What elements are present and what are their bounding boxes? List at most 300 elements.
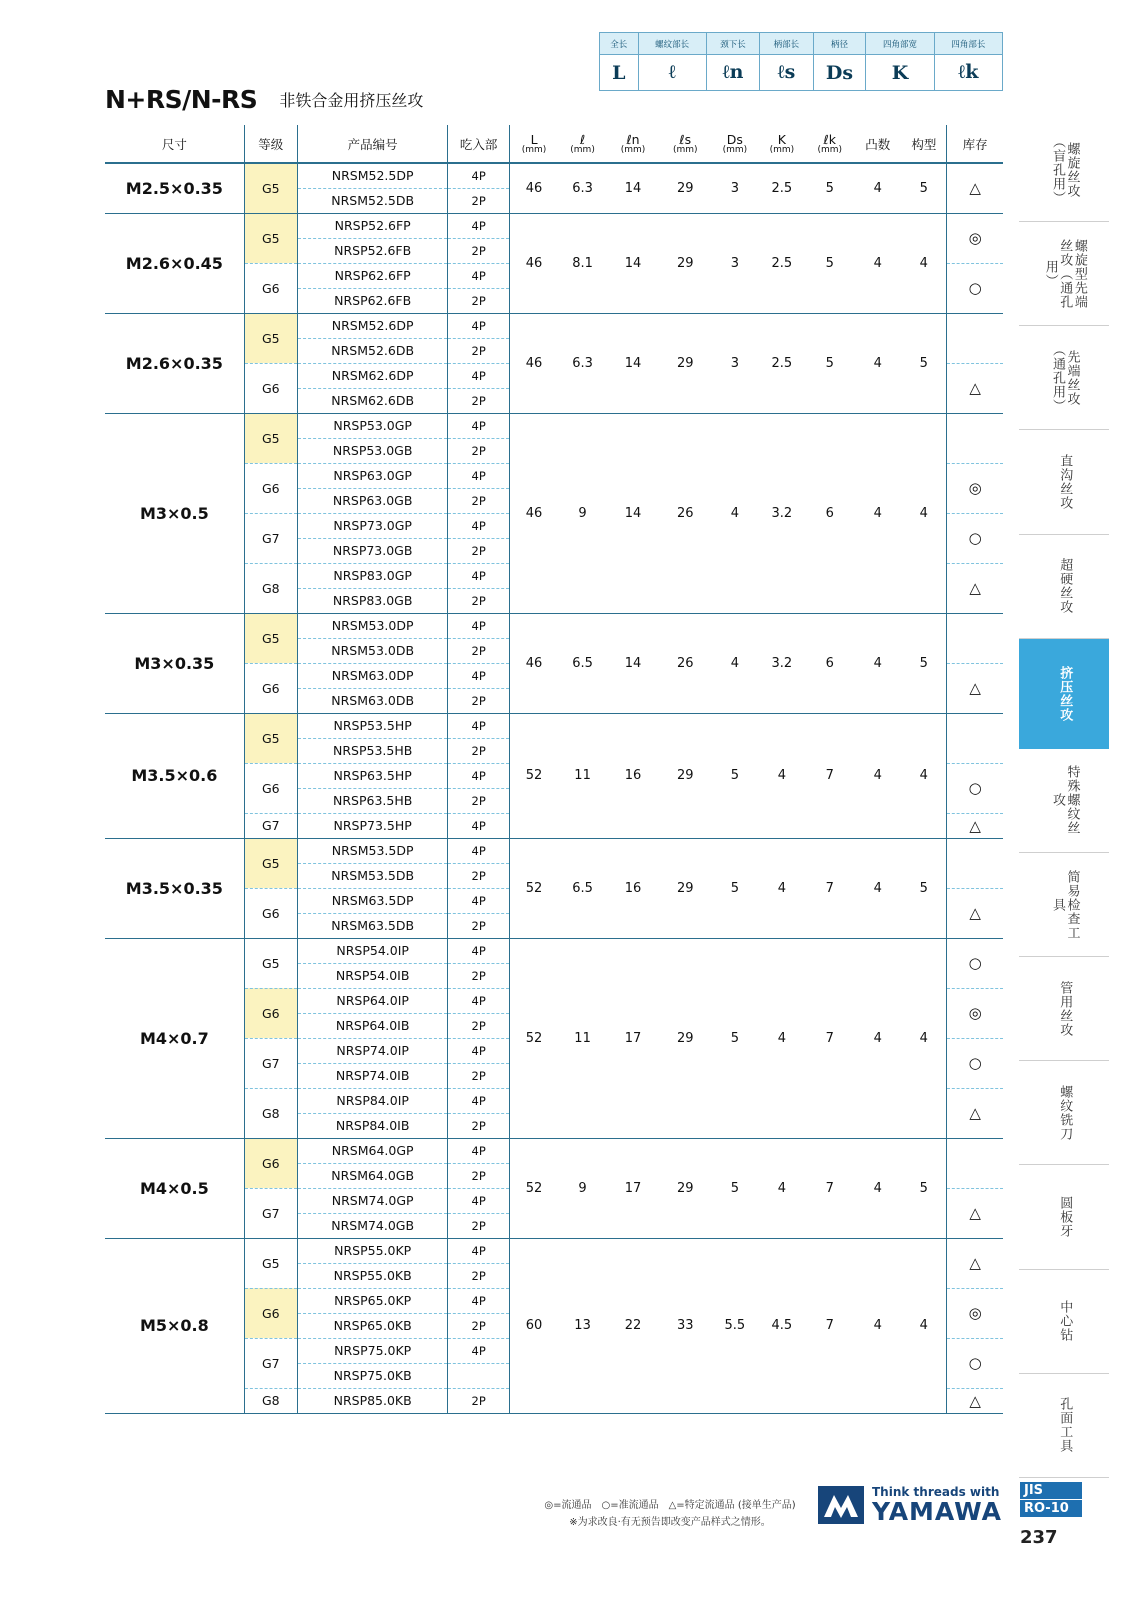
cell-grade: G8 xyxy=(244,1088,297,1138)
legend-label-1: 螺纹部长 xyxy=(638,33,706,55)
cell-ln: 16 xyxy=(607,838,659,938)
sidebar-item-label: 特殊螺纹丝攻 xyxy=(1050,765,1080,836)
table-row xyxy=(105,938,1003,963)
cell-chamfer: 4P xyxy=(448,1238,510,1263)
cell-stock-status xyxy=(947,313,1003,363)
cell-stock-status: ◎ xyxy=(947,988,1003,1038)
brand-name: YAMAWA xyxy=(872,1497,1002,1526)
cell-product-code: NRSP73.5HP xyxy=(297,813,448,838)
cell-chamfer: 2P xyxy=(448,1263,510,1288)
cell-Ds: 3 xyxy=(711,313,758,413)
cell-grade: G6 xyxy=(244,463,297,513)
brand-logo xyxy=(818,1485,1002,1524)
table-row xyxy=(105,613,1003,638)
cell-product-code: NRSP74.0IP xyxy=(297,1038,448,1063)
cell-l: 11 xyxy=(558,938,607,1138)
cell-ls: 29 xyxy=(659,938,711,1138)
col-header-库存: 库存 xyxy=(947,125,1003,163)
cell-product-code: NRSP64.0IP xyxy=(297,988,448,1013)
cell-Ds: 5 xyxy=(711,713,758,838)
cell-chamfer: 4P xyxy=(448,1188,510,1213)
stock-legend-line: ◎=流通品 ○=准流通品 △=特定流通品 (接单生产品) xyxy=(544,1500,796,1511)
cell-L: 60 xyxy=(509,1238,558,1413)
cell-chamfer: 4P xyxy=(448,1088,510,1113)
legend-symbol-4: Ds xyxy=(813,55,866,91)
cell-product-code: NRSM52.5DP xyxy=(297,163,448,188)
cell-L: 46 xyxy=(509,163,558,213)
cell-product-code: NRSP62.6FB xyxy=(297,288,448,313)
cell-gx: 4 xyxy=(901,713,947,838)
cell-size: M5×0.8 xyxy=(105,1238,244,1413)
disclaimer-line: ※为求改良·有无预告即改变产品样式之情形。 xyxy=(569,1517,771,1528)
cell-chamfer: 2P xyxy=(448,738,510,763)
yamawa-mark-icon xyxy=(818,1486,864,1524)
cell-grade: G5 xyxy=(244,163,297,213)
sidebar-item-5[interactable] xyxy=(1019,639,1109,749)
cell-product-code: NRSP65.0KP xyxy=(297,1288,448,1313)
cell-product-code: NRSM53.0DB xyxy=(297,638,448,663)
sidebar-item-1[interactable] xyxy=(1019,222,1109,326)
cell-grade: G5 xyxy=(244,613,297,663)
cell-tu: 4 xyxy=(854,1238,901,1413)
cell-ls: 29 xyxy=(659,213,711,313)
cell-chamfer: 2P xyxy=(448,588,510,613)
cell-chamfer: 2P xyxy=(448,538,510,563)
cell-Ds: 4 xyxy=(711,613,758,713)
cell-product-code: NRSP84.0IB xyxy=(297,1113,448,1138)
cell-tu: 4 xyxy=(854,313,901,413)
sidebar-item-label: 先端丝攻（通孔用） xyxy=(1050,342,1080,413)
cell-product-code: NRSP74.0IB xyxy=(297,1063,448,1088)
table-row xyxy=(105,1138,1003,1163)
cell-product-code: NRSP54.0IP xyxy=(297,938,448,963)
cell-K: 3.2 xyxy=(758,413,805,613)
cell-grade: G6 xyxy=(244,663,297,713)
cell-size: M2.6×0.45 xyxy=(105,213,244,313)
cell-stock-status: △ xyxy=(947,1088,1003,1138)
cell-stock-status xyxy=(947,413,1003,463)
cell-gx: 5 xyxy=(901,1138,947,1238)
cell-chamfer: 2P xyxy=(448,1388,510,1413)
cell-size: M4×0.7 xyxy=(105,938,244,1138)
cell-chamfer: 4P xyxy=(448,1138,510,1163)
cell-L: 46 xyxy=(509,213,558,313)
cell-chamfer xyxy=(448,1363,510,1388)
cell-ls: 26 xyxy=(659,613,711,713)
jis-badge xyxy=(1020,1482,1082,1517)
cell-chamfer: 4P xyxy=(448,213,510,238)
sidebar-item-9[interactable] xyxy=(1019,1061,1109,1165)
cell-ls: 26 xyxy=(659,413,711,613)
cell-ln: 14 xyxy=(607,413,659,613)
cell-chamfer: 4P xyxy=(448,1338,510,1363)
cell-product-code: NRSP85.0KB xyxy=(297,1388,448,1413)
cell-product-code: NRSP75.0KP xyxy=(297,1338,448,1363)
table-row xyxy=(105,163,1003,188)
cell-stock-status xyxy=(947,838,1003,888)
cell-product-code: NRSP62.6FP xyxy=(297,263,448,288)
sidebar-item-label: 超硬丝攻 xyxy=(1057,558,1073,615)
cell-l: 8.1 xyxy=(558,213,607,313)
cell-tu: 4 xyxy=(854,938,901,1138)
cell-chamfer: 2P xyxy=(448,238,510,263)
page-title-main: N+RS/N-RS xyxy=(105,85,258,114)
cell-product-code: NRSM52.6DP xyxy=(297,313,448,338)
cell-chamfer: 2P xyxy=(448,288,510,313)
cell-L: 46 xyxy=(509,313,558,413)
cell-tu: 4 xyxy=(854,413,901,613)
cell-product-code: NRSP53.5HB xyxy=(297,738,448,763)
cell-grade: G6 xyxy=(244,888,297,938)
cell-l: 13 xyxy=(558,1238,607,1413)
cell-chamfer: 4P xyxy=(448,163,510,188)
table-row xyxy=(105,838,1003,863)
legend-symbol-2: ℓn xyxy=(706,55,759,91)
cell-gx: 5 xyxy=(901,313,947,413)
cell-chamfer: 4P xyxy=(448,413,510,438)
cell-stock-status: △ xyxy=(947,813,1003,838)
cell-grade: G5 xyxy=(244,313,297,363)
col-header-L: L (mm) xyxy=(509,125,558,163)
cell-Ds: 3 xyxy=(711,213,758,313)
cell-lk: 6 xyxy=(805,413,854,613)
cell-grade: G5 xyxy=(244,838,297,888)
cell-chamfer: 2P xyxy=(448,688,510,713)
cell-K: 2.5 xyxy=(758,213,805,313)
cell-ln: 14 xyxy=(607,213,659,313)
cell-gx: 5 xyxy=(901,838,947,938)
cell-product-code: NRSP63.5HP xyxy=(297,763,448,788)
sidebar-item-11[interactable] xyxy=(1019,1270,1109,1374)
cell-chamfer: 2P xyxy=(448,1113,510,1138)
cell-ln: 17 xyxy=(607,938,659,1138)
cell-grade: G7 xyxy=(244,1338,297,1388)
cell-L: 52 xyxy=(509,713,558,838)
cell-product-code: NRSM63.5DB xyxy=(297,913,448,938)
brand-tagline: Think threads with xyxy=(872,1485,1000,1499)
cell-chamfer: 2P xyxy=(448,388,510,413)
cell-grade: G5 xyxy=(244,938,297,988)
cell-grade: G5 xyxy=(244,413,297,463)
cell-L: 52 xyxy=(509,938,558,1138)
legend-symbol-0: L xyxy=(600,55,639,91)
cell-size: M3.5×0.6 xyxy=(105,713,244,838)
table-row xyxy=(105,713,1003,738)
col-header-等级: 等级 xyxy=(244,125,297,163)
cell-stock-status: ○ xyxy=(947,763,1003,813)
col-header-吃入部: 吃入部 xyxy=(448,125,510,163)
cell-stock-status: ○ xyxy=(947,938,1003,988)
cell-chamfer: 4P xyxy=(448,513,510,538)
cell-stock-status: ○ xyxy=(947,1038,1003,1088)
cell-product-code: NRSP63.0GB xyxy=(297,488,448,513)
cell-stock-status: ◎ xyxy=(947,463,1003,513)
cell-chamfer: 4P xyxy=(448,838,510,863)
cell-chamfer: 2P xyxy=(448,1313,510,1338)
cell-product-code: NRSP64.0IB xyxy=(297,1013,448,1038)
cell-product-code: NRSP83.0GB xyxy=(297,588,448,613)
cell-product-code: NRSP54.0IB xyxy=(297,963,448,988)
cell-product-code: NRSP83.0GP xyxy=(297,563,448,588)
cell-stock-status: ◎ xyxy=(947,1288,1003,1338)
cell-lk: 5 xyxy=(805,313,854,413)
legend-label-4: 柄径 xyxy=(813,33,866,55)
cell-L: 52 xyxy=(509,838,558,938)
cell-tu: 4 xyxy=(854,838,901,938)
cell-chamfer: 2P xyxy=(448,488,510,513)
cell-product-code: NRSP55.0KP xyxy=(297,1238,448,1263)
col-header-Ds: Ds (mm) xyxy=(711,125,758,163)
dimension-legend-table xyxy=(599,32,1003,91)
cell-chamfer: 4P xyxy=(448,613,510,638)
cell-tu: 4 xyxy=(854,713,901,838)
cell-chamfer: 4P xyxy=(448,363,510,388)
col-header-构型: 构型 xyxy=(901,125,947,163)
cell-size: M3.5×0.35 xyxy=(105,838,244,938)
cell-Ds: 5 xyxy=(711,1138,758,1238)
sidebar-item-7[interactable] xyxy=(1019,853,1109,957)
cell-lk: 7 xyxy=(805,1238,854,1413)
cell-stock-status: △ xyxy=(947,363,1003,413)
cell-grade: G6 xyxy=(244,1138,297,1188)
cell-K: 4 xyxy=(758,838,805,938)
cell-chamfer: 2P xyxy=(448,338,510,363)
sidebar-item-3[interactable] xyxy=(1019,430,1109,534)
cell-product-code: NRSP65.0KB xyxy=(297,1313,448,1338)
legend-symbol-row xyxy=(600,55,1003,91)
cell-product-code: NRSM74.0GB xyxy=(297,1213,448,1238)
cell-gx: 4 xyxy=(901,213,947,313)
cell-product-code: NRSP63.5HB xyxy=(297,788,448,813)
cell-stock-status: △ xyxy=(947,163,1003,213)
cell-l: 6.3 xyxy=(558,163,607,213)
cell-ln: 22 xyxy=(607,1238,659,1413)
cell-product-code: NRSM62.6DB xyxy=(297,388,448,413)
cell-product-code: NRSP53.5HP xyxy=(297,713,448,738)
cell-L: 46 xyxy=(509,613,558,713)
sidebar-item-6[interactable] xyxy=(1019,749,1109,853)
cell-product-code: NRSM63.0DB xyxy=(297,688,448,713)
cell-lk: 7 xyxy=(805,938,854,1138)
cell-chamfer: 2P xyxy=(448,788,510,813)
cell-K: 4 xyxy=(758,713,805,838)
sidebar-item-label: 螺纹铣刀 xyxy=(1057,1084,1073,1141)
cell-chamfer: 4P xyxy=(448,563,510,588)
cell-ls: 29 xyxy=(659,838,711,938)
cell-L: 52 xyxy=(509,1138,558,1238)
cell-grade: G7 xyxy=(244,1188,297,1238)
cell-stock-status xyxy=(947,1138,1003,1188)
sidebar-item-0[interactable] xyxy=(1019,118,1109,222)
section-tab-rail[interactable] xyxy=(1019,118,1109,1478)
cell-grade: G6 xyxy=(244,263,297,313)
cell-product-code: NRSP84.0IP xyxy=(297,1088,448,1113)
cell-stock-status: ○ xyxy=(947,513,1003,563)
cell-product-code: NRSM53.5DP xyxy=(297,838,448,863)
cell-product-code: NRSP73.0GB xyxy=(297,538,448,563)
cell-grade: G7 xyxy=(244,513,297,563)
legend-symbol-3: ℓs xyxy=(760,55,813,91)
cell-product-code: NRSM52.5DB xyxy=(297,188,448,213)
brand-text xyxy=(872,1485,1002,1524)
cell-stock-status: ○ xyxy=(947,1338,1003,1388)
cell-grade: G8 xyxy=(244,1388,297,1413)
cell-Ds: 5 xyxy=(711,938,758,1138)
legend-symbol-6: ℓk xyxy=(934,55,1002,91)
cell-stock-status xyxy=(947,713,1003,763)
cell-chamfer: 2P xyxy=(448,638,510,663)
cell-chamfer: 4P xyxy=(448,1288,510,1313)
cell-grade: G6 xyxy=(244,763,297,813)
cell-l: 9 xyxy=(558,1138,607,1238)
legend-label-6: 四角部长 xyxy=(934,33,1002,55)
cell-product-code: NRSP53.0GP xyxy=(297,413,448,438)
cell-grade: G6 xyxy=(244,1288,297,1338)
legend-label-3: 柄部长 xyxy=(760,33,813,55)
sidebar-item-10[interactable] xyxy=(1019,1165,1109,1269)
col-header-尺寸: 尺寸 xyxy=(105,125,244,163)
cell-ln: 16 xyxy=(607,713,659,838)
cell-lk: 7 xyxy=(805,713,854,838)
cell-tu: 4 xyxy=(854,613,901,713)
cell-product-code: NRSP55.0KB xyxy=(297,1263,448,1288)
cell-K: 2.5 xyxy=(758,163,805,213)
cell-product-code: NRSM63.0DP xyxy=(297,663,448,688)
cell-lk: 5 xyxy=(805,213,854,313)
page-title-sub: 非铁合金用挤压丝攻 xyxy=(279,91,424,110)
cell-product-code: NRSM64.0GB xyxy=(297,1163,448,1188)
cell-size: M2.6×0.35 xyxy=(105,313,244,413)
cell-stock-status: △ xyxy=(947,663,1003,713)
cell-stock-status: △ xyxy=(947,1188,1003,1238)
col-header-产品编号: 产品编号 xyxy=(297,125,448,163)
cell-grade: G5 xyxy=(244,1238,297,1288)
cell-size: M4×0.5 xyxy=(105,1138,244,1238)
cell-lk: 7 xyxy=(805,838,854,938)
cell-grade: G6 xyxy=(244,988,297,1038)
cell-chamfer: 2P xyxy=(448,963,510,988)
cell-stock-status: ○ xyxy=(947,263,1003,313)
cell-chamfer: 4P xyxy=(448,663,510,688)
cell-Ds: 4 xyxy=(711,413,758,613)
product-spec-table xyxy=(105,125,1003,1414)
cell-ls: 29 xyxy=(659,313,711,413)
cell-Ds: 3 xyxy=(711,163,758,213)
cell-chamfer: 4P xyxy=(448,713,510,738)
cell-product-code: NRSM74.0GP xyxy=(297,1188,448,1213)
cell-l: 9 xyxy=(558,413,607,613)
cell-chamfer: 2P xyxy=(448,438,510,463)
col-header-K: K (mm) xyxy=(758,125,805,163)
legend-symbol-5: K xyxy=(866,55,934,91)
cell-chamfer: 4P xyxy=(448,1038,510,1063)
cell-stock-status: △ xyxy=(947,563,1003,613)
sidebar-item-8[interactable] xyxy=(1019,957,1109,1061)
cell-l: 11 xyxy=(558,713,607,838)
legend-label-0: 全长 xyxy=(600,33,639,55)
cell-chamfer: 2P xyxy=(448,188,510,213)
cell-stock-status xyxy=(947,613,1003,663)
cell-grade: G6 xyxy=(244,363,297,413)
cell-ls: 33 xyxy=(659,1238,711,1413)
cell-grade: G5 xyxy=(244,713,297,763)
cell-gx: 4 xyxy=(901,413,947,613)
table-row xyxy=(105,1238,1003,1263)
sidebar-item-label: 孔面工具 xyxy=(1057,1397,1073,1454)
sidebar-item-4[interactable] xyxy=(1019,535,1109,639)
cell-Ds: 5.5 xyxy=(711,1238,758,1413)
cell-ln: 14 xyxy=(607,613,659,713)
cell-chamfer: 4P xyxy=(448,763,510,788)
cell-product-code: NRSP52.6FB xyxy=(297,238,448,263)
page-title xyxy=(105,85,423,114)
cell-product-code: NRSM62.6DP xyxy=(297,363,448,388)
col-header-凸数: 凸数 xyxy=(854,125,901,163)
cell-K: 4 xyxy=(758,1138,805,1238)
sidebar-item-2[interactable] xyxy=(1019,326,1109,430)
col-header-ℓk: ℓk (mm) xyxy=(805,125,854,163)
col-header-ℓs: ℓs (mm) xyxy=(659,125,711,163)
cell-tu: 4 xyxy=(854,213,901,313)
cell-grade: G7 xyxy=(244,813,297,838)
cell-K: 3.2 xyxy=(758,613,805,713)
cell-product-code: NRSM53.0DP xyxy=(297,613,448,638)
cell-grade: G7 xyxy=(244,1038,297,1088)
cell-K: 4 xyxy=(758,938,805,1138)
cell-ls: 29 xyxy=(659,713,711,838)
cell-chamfer: 2P xyxy=(448,1163,510,1188)
sidebar-item-label: 挤压丝攻 xyxy=(1057,665,1073,722)
cell-lk: 5 xyxy=(805,163,854,213)
sidebar-item-label: 简易检查工具 xyxy=(1050,869,1080,940)
cell-L: 46 xyxy=(509,413,558,613)
sidebar-item-12[interactable] xyxy=(1019,1374,1109,1478)
cell-grade: G5 xyxy=(244,213,297,263)
cell-K: 2.5 xyxy=(758,313,805,413)
cell-chamfer: 4P xyxy=(448,463,510,488)
cell-stock-status: ◎ xyxy=(947,213,1003,263)
cell-size: M3×0.5 xyxy=(105,413,244,613)
cell-gx: 4 xyxy=(901,1238,947,1413)
sidebar-item-label: 螺旋型先端丝攻（通孔用） xyxy=(1042,238,1087,309)
cell-Ds: 5 xyxy=(711,838,758,938)
cell-ls: 29 xyxy=(659,1138,711,1238)
legend-label-5: 四角部宽 xyxy=(866,33,934,55)
jis-label: JIS xyxy=(1020,1482,1082,1499)
cell-ln: 14 xyxy=(607,163,659,213)
col-header-ℓn: ℓn (mm) xyxy=(607,125,659,163)
cell-chamfer: 4P xyxy=(448,888,510,913)
cell-chamfer: 4P xyxy=(448,813,510,838)
cell-chamfer: 2P xyxy=(448,1013,510,1038)
cell-stock-status: △ xyxy=(947,1388,1003,1413)
table-row xyxy=(105,413,1003,438)
cell-l: 6.5 xyxy=(558,838,607,938)
sidebar-item-label: 圆板牙 xyxy=(1057,1195,1073,1238)
page-number: 237 xyxy=(1020,1527,1058,1548)
cell-product-code: NRSM53.5DB xyxy=(297,863,448,888)
cell-size: M3×0.35 xyxy=(105,613,244,713)
cell-chamfer: 2P xyxy=(448,913,510,938)
cell-lk: 6 xyxy=(805,613,854,713)
footer-legend xyxy=(520,1497,820,1531)
legend-label-row xyxy=(600,33,1003,55)
cell-chamfer: 4P xyxy=(448,313,510,338)
cell-gx: 4 xyxy=(901,938,947,1138)
cell-chamfer: 2P xyxy=(448,1213,510,1238)
cell-chamfer: 4P xyxy=(448,263,510,288)
cell-product-code: NRSP75.0KB xyxy=(297,1363,448,1388)
